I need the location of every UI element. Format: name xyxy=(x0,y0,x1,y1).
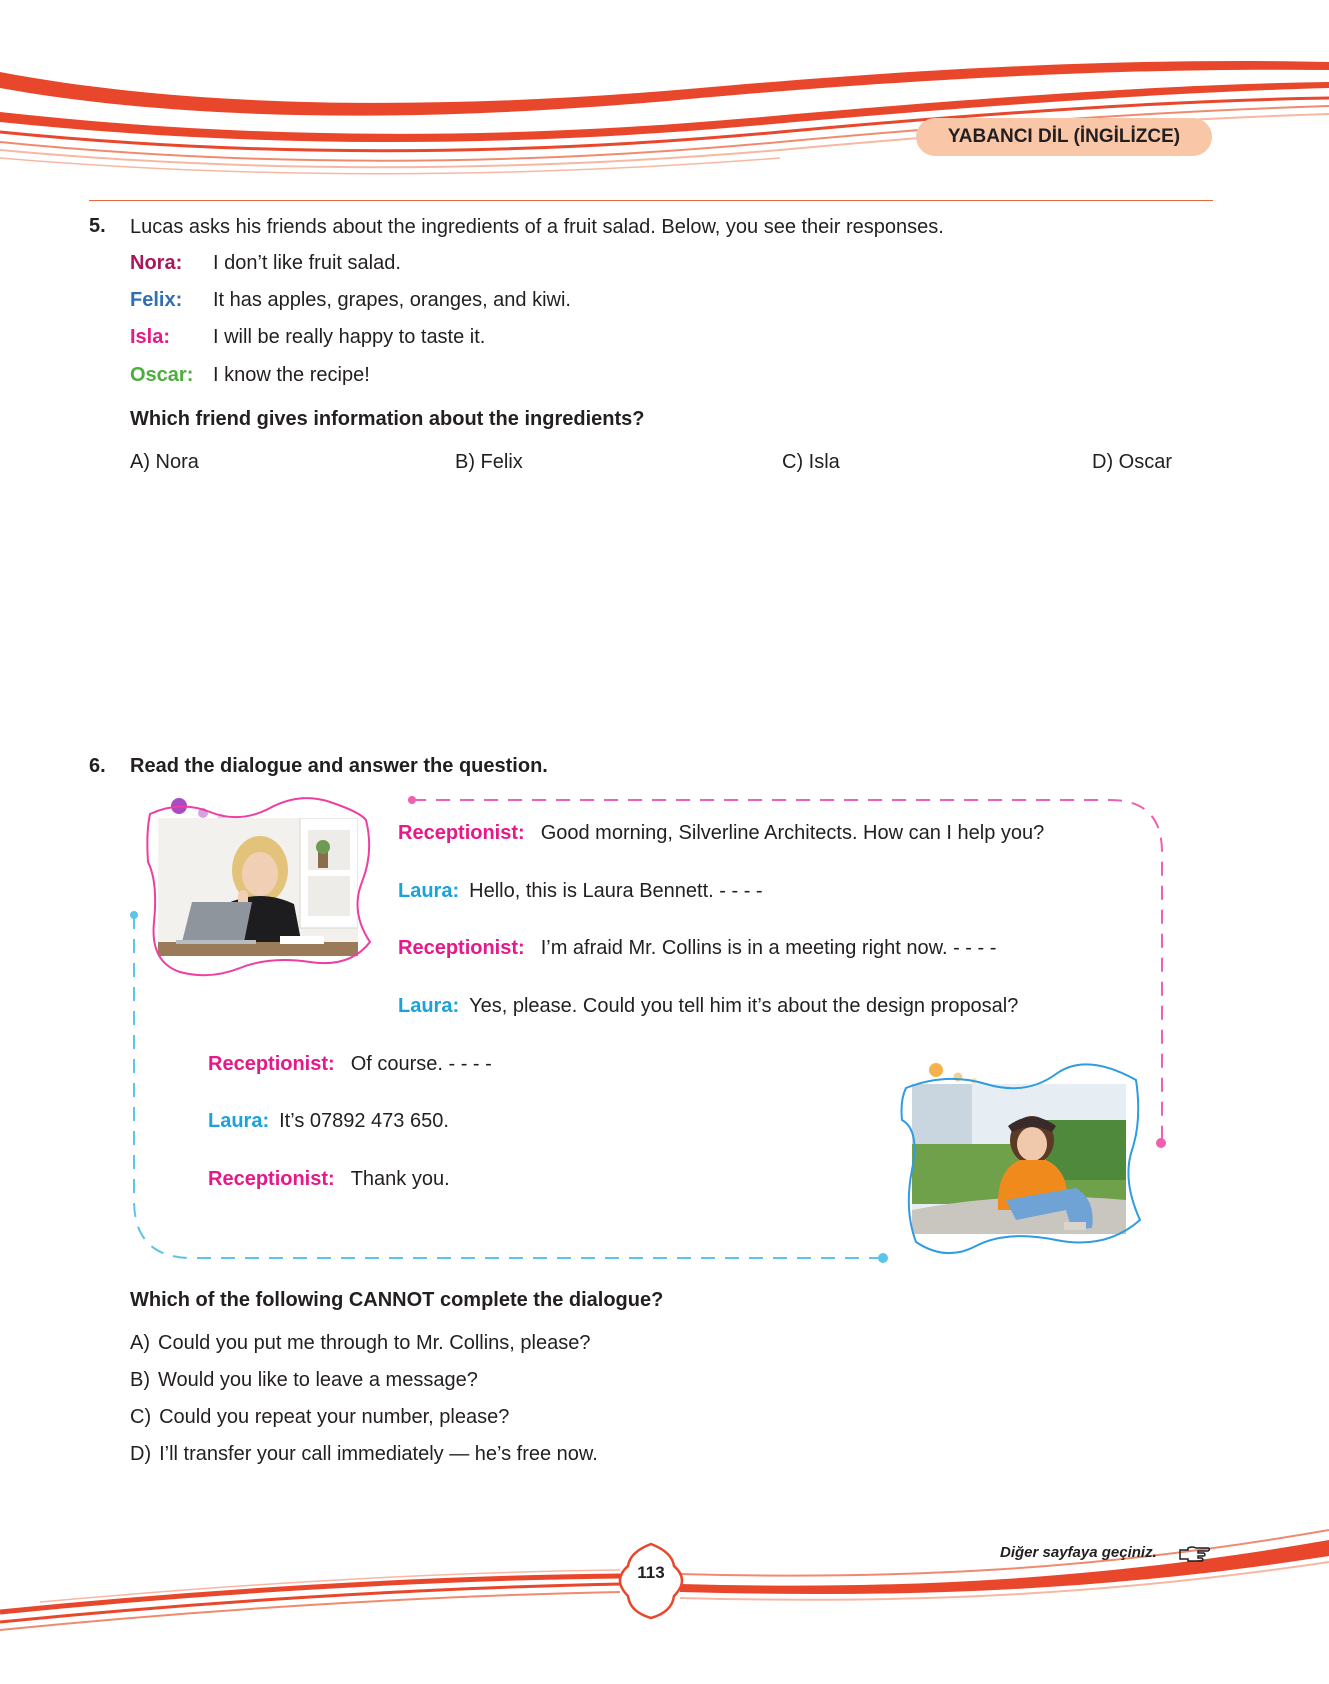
response-nora: I don’t like fruit salad. xyxy=(213,252,401,274)
pointing-hand-icon xyxy=(1178,1544,1212,1564)
speaker-isla: Isla: xyxy=(130,326,171,348)
q5-option-d[interactable]: D) Oscar xyxy=(1092,451,1172,473)
dialogue-speaker: Receptionist: xyxy=(398,822,525,844)
response-isla: I will be really happy to taste it. xyxy=(213,326,486,348)
speaker-oscar: Oscar: xyxy=(130,364,194,386)
question-5-number: 5. xyxy=(89,215,106,237)
question-5-question: Which friend gives information about the ingredients? xyxy=(130,408,645,430)
subject-title-badge: YABANCI DİL (İNGİLİZCE) xyxy=(916,118,1212,156)
q5-option-b[interactable]: B) Felix xyxy=(455,451,523,473)
dialogue-text: Hello, this is Laura Bennett. - - - - xyxy=(469,880,763,902)
option-text: Could you put me through to Mr. Collins, please? xyxy=(158,1332,591,1354)
question-6-prompt: Read the dialogue and answer the question. xyxy=(130,755,548,777)
speaker-felix: Felix: xyxy=(130,289,183,311)
response-felix: It has apples, grapes, oranges, and kiwi. xyxy=(213,289,571,311)
dialogue-text: It’s 07892 473 650. xyxy=(279,1110,449,1132)
response-oscar: I know the recipe! xyxy=(213,364,370,386)
question-5-prompt: Lucas asks his friends about the ingredients of a fruit salad. Below, you see their responses. xyxy=(130,216,944,238)
dialogue-speaker: Receptionist: xyxy=(398,937,525,959)
next-page-note: Diğer sayfaya geçiniz. xyxy=(1000,1544,1157,1561)
dialogue-text: Good morning, Silverline Architects. How can I help you? xyxy=(540,822,1045,844)
option-text: Would you like to leave a message? xyxy=(158,1369,478,1391)
dialogue-speaker: Receptionist: xyxy=(208,1053,335,1075)
option-letter: A) xyxy=(130,1332,150,1354)
speaker-nora: Nora: xyxy=(130,252,183,274)
dialogue-text: Yes, please. Could you tell him it’s about the design proposal? xyxy=(469,995,1019,1017)
dialogue-speaker: Laura: xyxy=(208,1110,270,1132)
question-6-question: Which of the following CANNOT complete the dialogue? xyxy=(130,1289,664,1311)
option-letter: B) xyxy=(130,1369,150,1391)
dialogue-text: Thank you. xyxy=(350,1168,450,1190)
dialogue-speaker: Receptionist: xyxy=(208,1168,335,1190)
page-number: 113 xyxy=(637,1563,665,1582)
option-text: I’ll transfer your call immediately — he’s free now. xyxy=(159,1443,598,1465)
dialogue-text: I’m afraid Mr. Collins is in a meeting right now. - - - - xyxy=(540,937,997,959)
option-letter: C) xyxy=(130,1406,152,1428)
q5-option-a[interactable]: A) Nora xyxy=(130,451,199,473)
option-letter: D) xyxy=(130,1443,152,1465)
option-text: Could you repeat your number, please? xyxy=(159,1406,510,1428)
question-6-number: 6. xyxy=(89,755,106,777)
dialogue-speaker: Laura: xyxy=(398,880,460,902)
dialogue-speaker: Laura: xyxy=(398,995,460,1017)
dialogue-text: Of course. - - - - xyxy=(350,1053,492,1075)
q5-option-c[interactable]: C) Isla xyxy=(782,451,840,473)
